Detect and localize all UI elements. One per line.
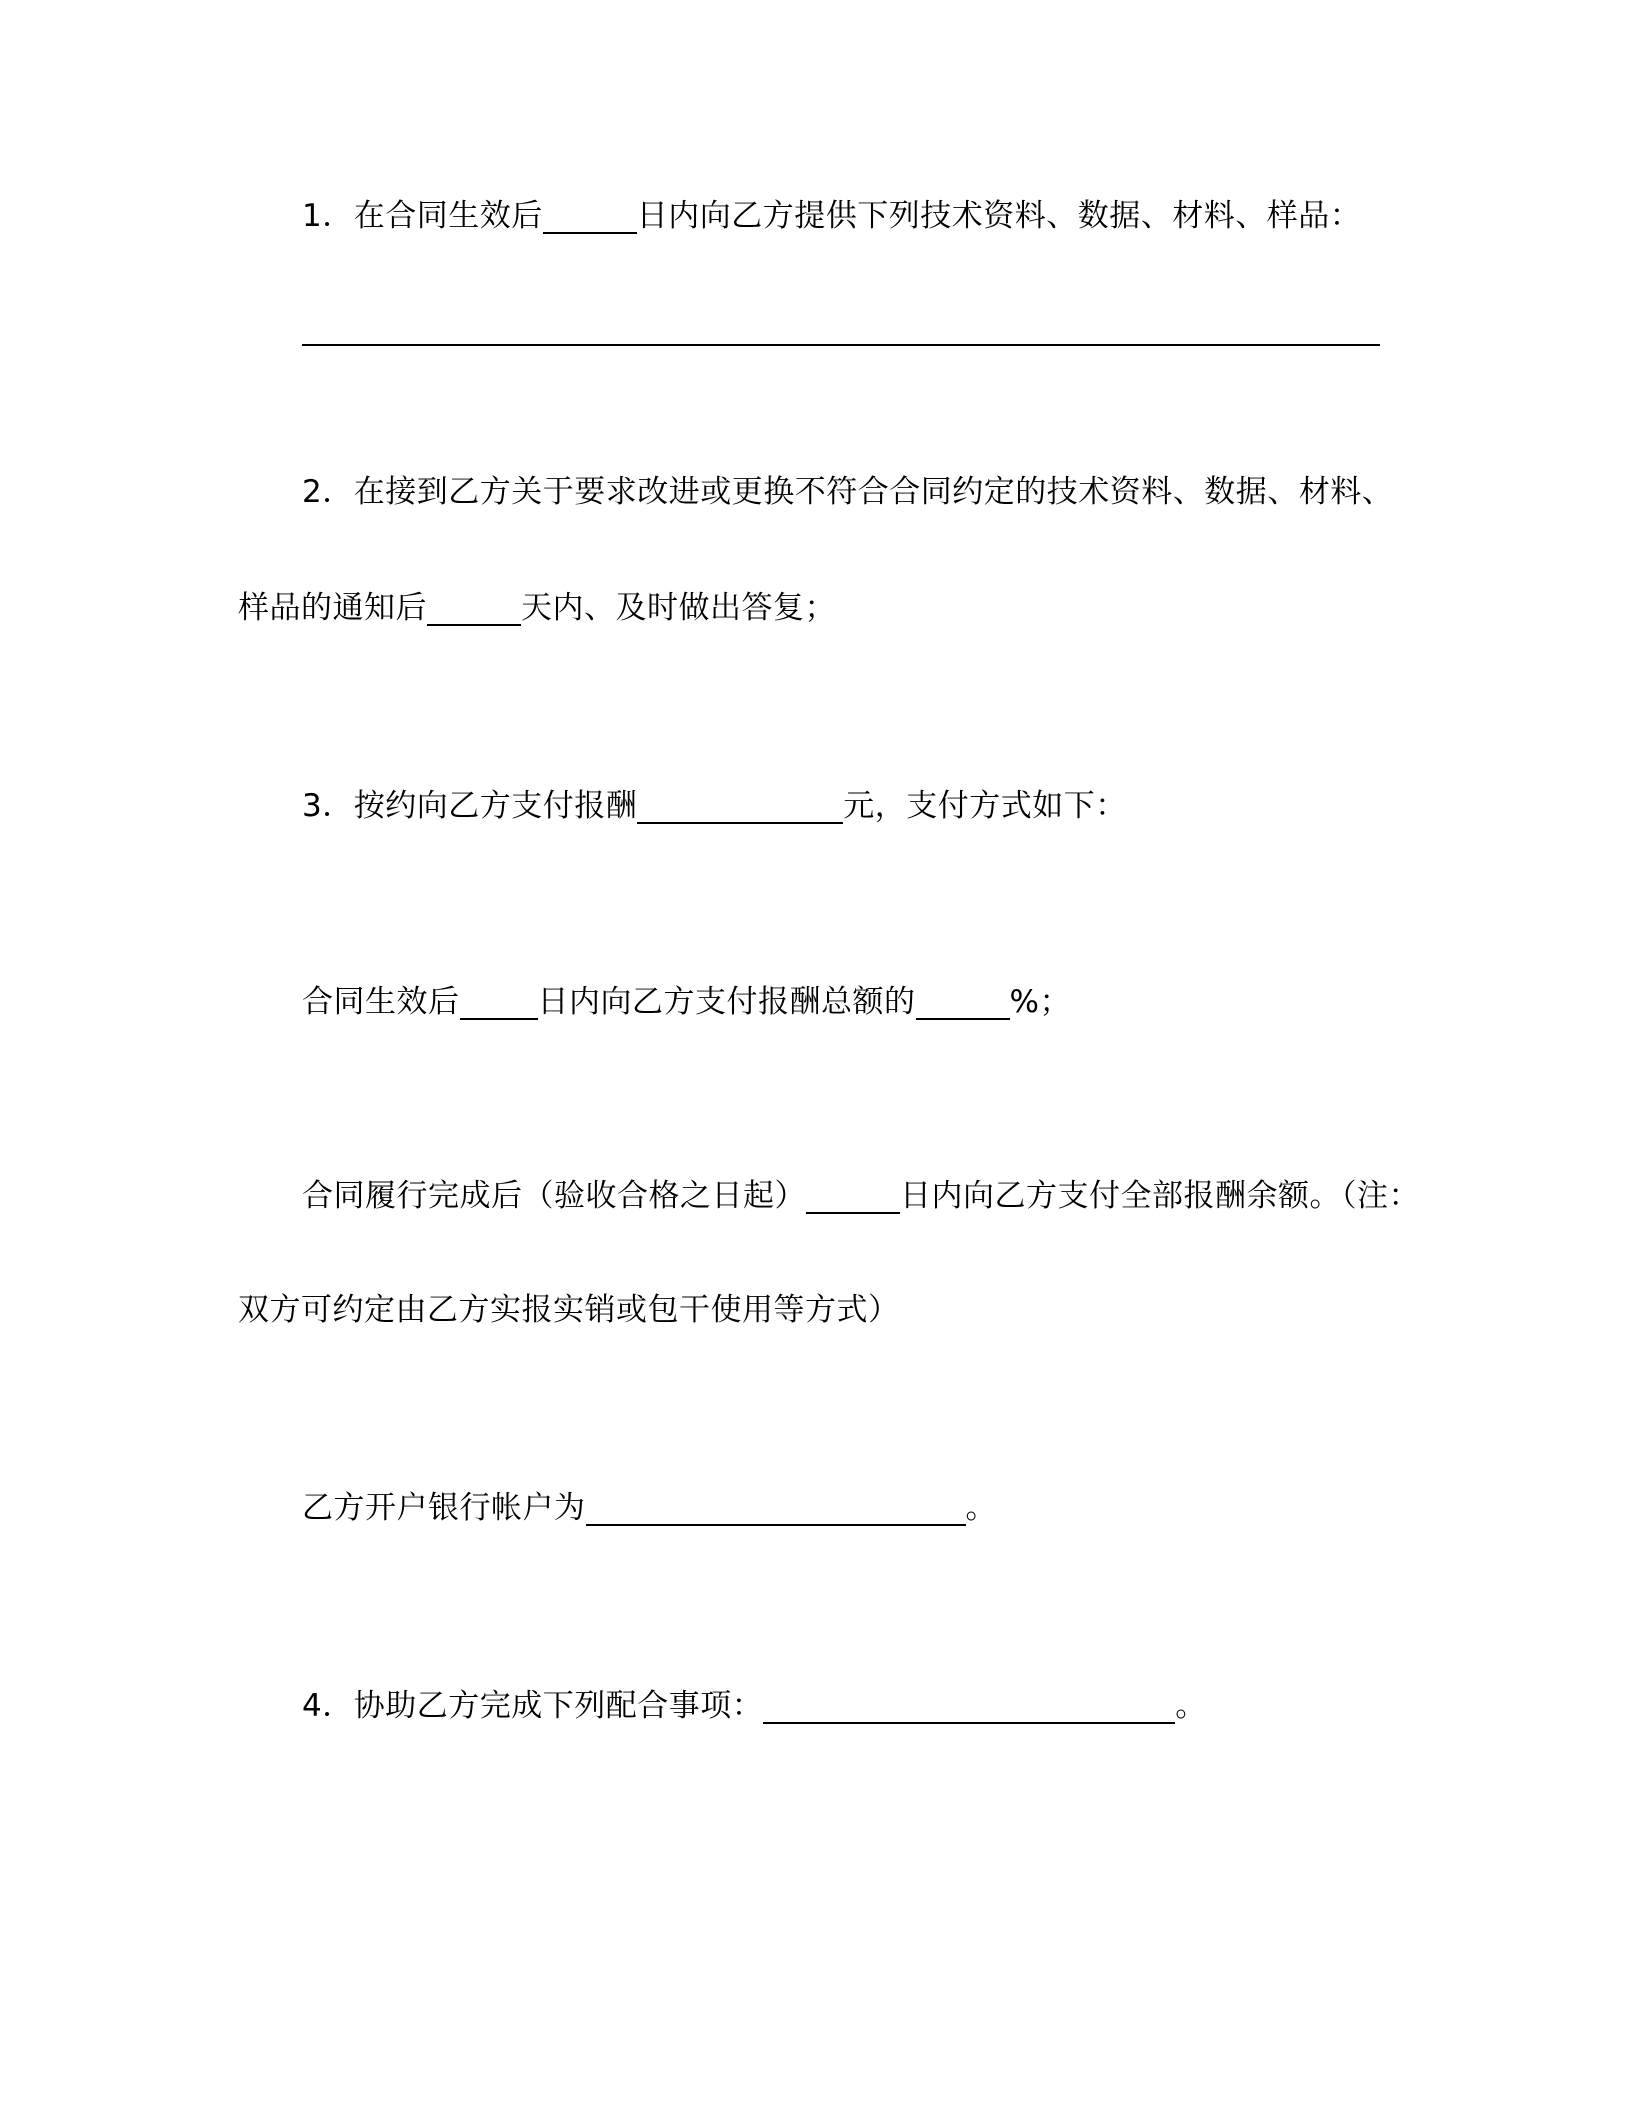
payment-1-text-mid: 日内向乙方支付报酬总额的 [537, 984, 916, 1020]
clause-3-text-start: 3．按约向乙方支付报酬 [302, 788, 638, 824]
clause-3-line [302, 786, 1127, 826]
payment-2-days-blank[interactable] [806, 1180, 900, 1214]
clause-4-text-end: 。 [1175, 1688, 1207, 1724]
clause-2-line-1 [302, 472, 1393, 512]
clause-1-materials-blank[interactable] [302, 344, 1380, 346]
payment-2-text-end: 日内向乙方支付全部报酬余额。（注： [900, 1178, 1420, 1214]
payment-2-text-start: 合同履行完成后（验收合格之日起） [302, 1178, 806, 1214]
clause-4-items-blank[interactable] [763, 1690, 1175, 1724]
clause-3-payment-2-note [238, 1290, 900, 1330]
clause-3-text-end: 元，支付方式如下： [843, 788, 1127, 824]
clause-1-text-end: 日内向乙方提供下列技术资料、数据、材料、样品： [636, 198, 1362, 234]
payment-1-text-start: 合同生效后 [302, 984, 460, 1020]
clause-3-payment-1 [302, 982, 1071, 1022]
clause-2-text-end: 天内、及时做出答复； [521, 590, 836, 626]
clause-3-payment-2 [302, 1176, 1420, 1216]
clause-3-bank-account [302, 1488, 997, 1528]
clause-2-days-blank[interactable] [427, 592, 521, 626]
clause-1-days-blank[interactable] [543, 200, 637, 234]
bank-account-label: 乙方开户银行帐户为 [302, 1490, 586, 1526]
bank-account-end: 。 [965, 1490, 997, 1526]
clause-1-line [302, 196, 1361, 236]
clause-4-line [302, 1686, 1207, 1726]
clause-1-text-start: 1．在合同生效后 [302, 198, 543, 234]
payment-1-percent-blank[interactable] [916, 986, 1010, 1020]
payment-1-days-blank[interactable] [460, 986, 538, 1020]
payment-2-note-text: 双方可约定由乙方实报实销或包干使用等方式） [238, 1292, 900, 1328]
payment-1-text-end: %； [1009, 984, 1071, 1020]
clause-2-text: 2．在接到乙方关于要求改进或更换不符合合同约定的技术资料、数据、材料、 [302, 474, 1394, 510]
clause-2-line-2 [238, 588, 836, 628]
clause-4-text-start: 4．协助乙方完成下列配合事项： [302, 1688, 764, 1724]
clause-2-text-start: 样品的通知后 [238, 590, 427, 626]
bank-account-blank[interactable] [586, 1492, 966, 1526]
clause-3-amount-blank[interactable] [637, 790, 843, 824]
